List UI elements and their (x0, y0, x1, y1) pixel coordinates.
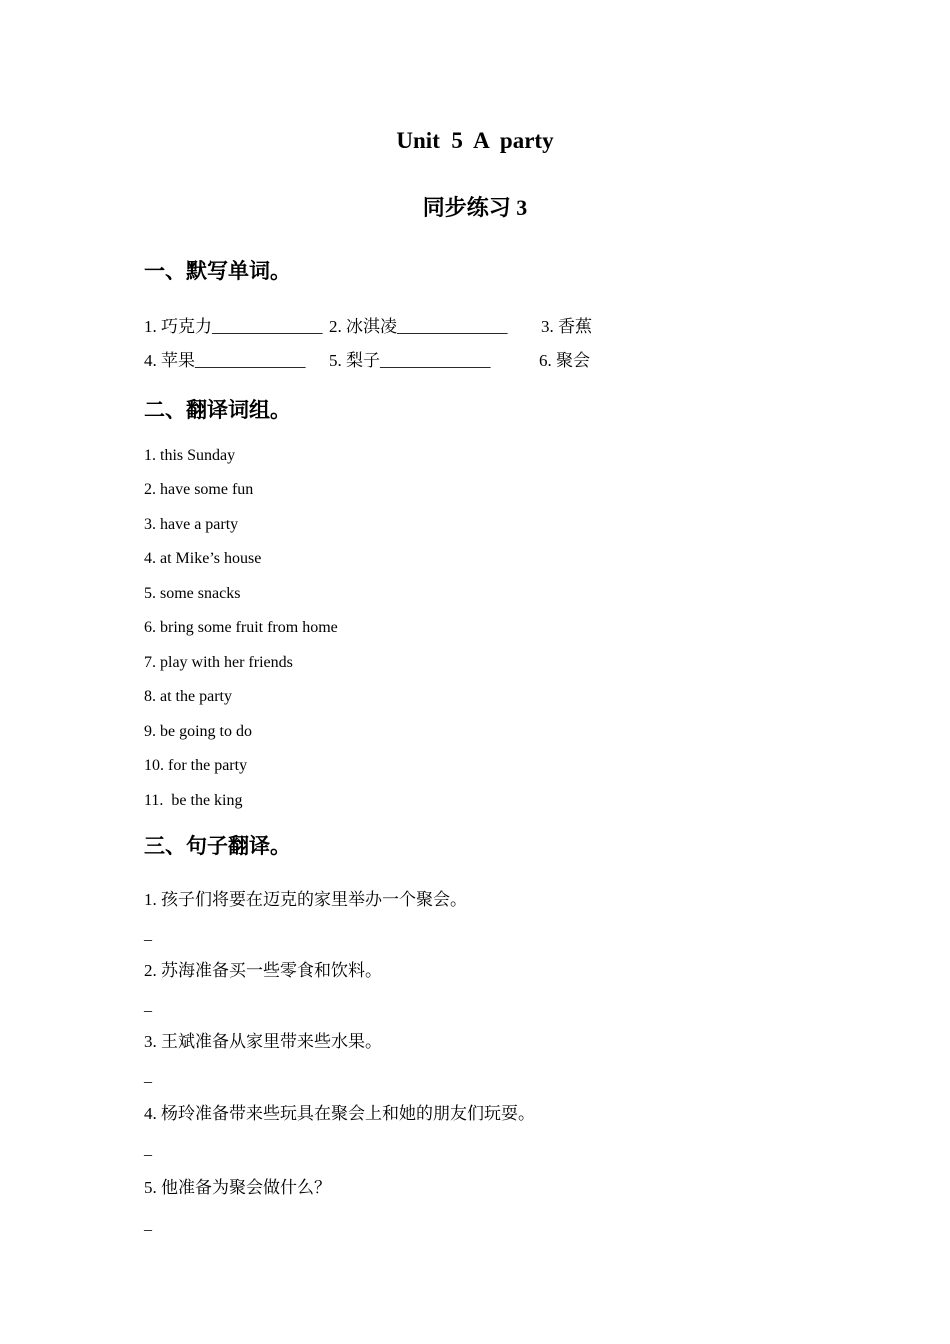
answer-blank-1: _ (144, 926, 152, 943)
sentence-item-2: 2. 苏海准备买一些零食和饮料。 (144, 961, 382, 980)
answer-blank-3: _ (144, 1068, 152, 1085)
phrase-item-2: 2. have some fun (144, 481, 254, 498)
word-row-2 (0, 346, 950, 372)
phrase-item-10: 10. for the party (144, 757, 248, 774)
document-subtitle: 同步练习 3 (422, 195, 528, 220)
phrase-item-8: 8. at the party (144, 688, 232, 705)
word-item-6: 6. 聚会 (539, 351, 590, 370)
phrase-item-6: 6. bring some fruit from home (144, 619, 338, 636)
phrase-item-1: 1. this Sunday (144, 447, 236, 464)
sentence-item-5: 5. 他准备为聚会做什么？ (144, 1178, 331, 1197)
word-item-1: 1. 巧克力_____________ (144, 317, 323, 336)
phrase-item-7: 7. play with her friends (144, 654, 293, 671)
word-row-1 (0, 312, 950, 338)
phrase-item-3: 3. have a party (144, 516, 239, 533)
word-item-2: 2. 冰淇凌_____________ (329, 317, 508, 336)
section-3-header: 三、句子翻译。 (144, 834, 291, 858)
section-2-header: 二、翻译词组。 (144, 398, 291, 422)
sentence-item-1: 1. 孩子们将要在迈克的家里举办一个聚会。 (144, 890, 467, 909)
sentence-item-4: 4. 杨玲准备带来些玩具在聚会上和她的朋友们玩耍。 (144, 1104, 535, 1123)
answer-blank-4: _ (144, 1141, 152, 1158)
phrase-item-4: 4. at Mike’s house (144, 550, 262, 567)
sentence-item-3: 3. 王斌准备从家里带来些水果。 (144, 1032, 382, 1051)
word-item-3: 3. 香蕉 (541, 317, 592, 336)
document-title: Unit 5 A party (396, 128, 554, 153)
section-1-header: 一、默写单词。 (144, 259, 291, 283)
phrase-item-5: 5. some snacks (144, 585, 241, 602)
phrase-item-9: 9. be going to do (144, 723, 252, 740)
answer-blank-2: _ (144, 997, 152, 1014)
phrase-item-11: 11. be the king (144, 792, 243, 809)
answer-blank-5: _ (144, 1216, 152, 1233)
word-item-5: 5. 梨子_____________ (329, 351, 491, 370)
word-item-4: 4. 苹果_____________ (144, 351, 306, 370)
